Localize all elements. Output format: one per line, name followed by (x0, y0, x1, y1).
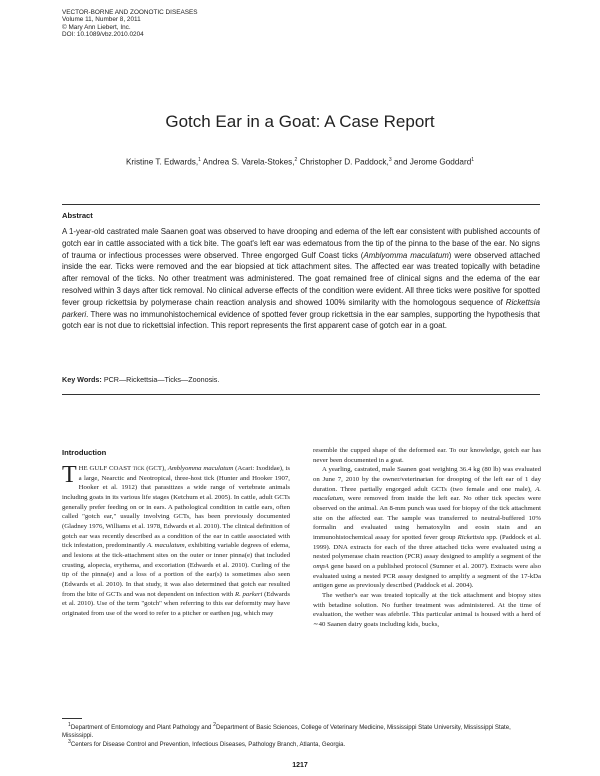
case-text-g: gene based on a published protocol (Sumner et al. 2007). Extracts were also evaluated using a nested PCR assay designed to amplify a segment of the 17-kDa antigen gene as previously described (Paddock et al. 2004). (313, 563, 541, 590)
case-rickettsia-genus: Rickettsia (457, 534, 485, 542)
case-text-e: spp. (Paddock et al. 1999). DNA extracts for each of the three attached ticks were evaluated using a nested polymerase chain reaction (PCR) assay designed to amplify a segment of the (313, 534, 541, 561)
author-3: Christopher D. Paddock, (299, 157, 389, 167)
case-text-a: A yearling, castrated, male Saanen goat weighing 36.4 kg (80 lb) was evaluated on June 7, 2010 by the owner/veterinarian for drooping of the left ear of 1 day duration. Three partially engorged adult GCTs (two female and one male), (313, 466, 541, 493)
author-list (0, 157, 600, 167)
intro-text-a: HE GULF COAST tick (GCT), (78, 465, 168, 472)
intro-species-abbrev: A. maculatum (147, 542, 185, 550)
case-text-c: , were removed from inside the left ear. No other tick species were observed on the animal. An 8-mm punch was used for biopsy of the tick attachment site on the affected ear. The sample was transferred to neutral-buffered 10% formalin and evaluated using hematoxylin and eosin stain and an immunohistochemical assay for spotted fever group (313, 495, 541, 542)
abstract-bottom-rule (62, 394, 540, 395)
intro-text-g: (Edwards et al. 2010). Use of the term "gotch" when referring to this ear deformity may have originated from use of the word to refer to a pitcher or earthen jug, which may (62, 590, 290, 618)
footnote-1: Department of Entomology and Plant Pathology and (70, 724, 214, 732)
footnote-3: Centers for Disease Control and Prevention, Infectious Diseases, Pathology Branch, Atlanta, Georgia. (70, 741, 346, 749)
intro-species-name: Amblyomma maculatum (167, 465, 234, 472)
author-1: Kristine T. Edwards, (125, 157, 199, 167)
footnote-2: Department of Basic Sciences, College of Veterinary Medicine, Mississippi State University, Mississippi State, Mississippi. (62, 724, 511, 739)
abstract-heading: Abstract (62, 211, 93, 220)
case-species-abbrev: A. maculatum (313, 485, 541, 503)
abstract-species-name: Amblyomma maculatum (363, 250, 449, 260)
author-2: Andrea S. Varela-Stokes, (202, 157, 295, 167)
journal-volume: Volume 11, Number 8, 2011 (62, 16, 141, 24)
intro-text-e: , exhibiting variable degrees of edema, and lesions at the tick-attachment sites on the outer or inner pinna(e) that included crusting, alopecia, erythema, and excoriation (Edwards et al. 2010). Curling of the tip of the pinna(e) and a loss of a portion of the ear(s) is sometimes also seen (Edwards et al. 2010). In that study, it was also determined that gotch ear resulted from the bite of GCTs and was not dependent on infection with (62, 542, 290, 598)
journal-doi: DOI: 10.1089/vbz.2010.0204 (62, 30, 144, 38)
abstract-part-3: . There was no immunohistochemical evidence of spotted fever group rickettsia in the ear samples, supporting the hypothesis that gotch ear is not due to rickettsial infection. This report represents the first apparent case of gotch ear in a goat. (62, 309, 540, 331)
keywords-label: Key Words: (62, 375, 102, 384)
introduction-heading: Introduction (62, 448, 107, 457)
intro-text-c: (Acari: Ixodidae), is a large, Nearctic and Neotropical, three-host tick (Hunter and Hooker 1907, Hooker et al. 1912) that parasitizes a wide range of vertebrate animals including goats in its various life stages (Ketchum et al. 2005). In cattle, adult GCTs generally prefer feeding on or in ears. A pathological condition in cattle ears, often called "gotch ear," usually involving GCTs, has been previously documented (Gladney 1976, Williams et al. 1978, Edwards et al. 2010). The clinical definition of gotch ear was recently described as a condition of the ear in cattle associated with tick infestation, predominantly (62, 465, 290, 550)
left-column (62, 464, 290, 619)
footnotes (62, 722, 540, 749)
page-number: 1217 (292, 762, 308, 769)
abstract-top-rule (62, 204, 540, 205)
journal-name: VECTOR-BORNE AND ZOONOTIC DISEASES (62, 9, 198, 16)
footnote-2-marker: 2 (213, 722, 216, 728)
abstract-part-2: ) were observed attached inside the ear. Ticks were removed and the ear biopsied at tick attachment sites. The affected ear was treated topically with betadine after removal of the ticks. No other treatment was administered. The goat remained free of clinical signs and the edema of the ear resolved within 3 days after tick removal. No clinical adverse effects of the condition were evident. All three ticks were positive for spotted fever group rickettsia by polymerase chain reaction analysis and showed 100% similarity with the homologous sequence of (62, 250, 540, 307)
right-para-1: resemble the cupped shape of the deformed ear. To our knowledge, gotch ear has never been documented in a goat. (313, 447, 541, 464)
right-para-3: The wether's ear was treated topically at the tick attachment and biopsy sites with betadine solution. No further treatment was administered. At the time of evaluation, the wether was afebrile. This particular animal is housed with a herd of ∼40 Saanen dairy goats including kids, bucks, (313, 592, 541, 629)
journal-header (62, 9, 198, 38)
right-para-2 (313, 465, 541, 591)
abstract-text (62, 226, 540, 332)
abstract-part-1: A 1-year-old castrated male Saanen goat was observed to have drooping and edema of the left ear consistent with published accounts of gotch ear in cattle associated with a tick bite. The goat's left ear was edematous from the tip of the pinna to the base of the ear. No signs of trauma or infectious processes were observed. Three engorged Gulf Coast ticks ( (62, 227, 540, 260)
drop-cap: T (62, 462, 77, 488)
author-4-affiliation: 1 (471, 157, 475, 163)
footnote-1-marker: 1 (68, 722, 71, 728)
right-column (313, 446, 541, 630)
author-1-affiliation: 1 (198, 157, 201, 163)
keywords (62, 375, 219, 384)
footnote-rule (62, 718, 82, 719)
abstract-rickettsia-name: Rickettsia parkeri (62, 297, 540, 319)
author-4: and Jerome Goddard (393, 157, 472, 167)
journal-copyright: © Mary Ann Liebert, Inc. (62, 23, 131, 31)
intro-rickettsia-name: R. parkeri (234, 590, 263, 598)
author-3-affiliation: 3 (388, 157, 392, 163)
footnote-3-marker: 3 (68, 739, 71, 746)
keywords-text: PCR—Rickettsia—Ticks—Zoonosis. (103, 375, 220, 384)
case-gene-name: ompA (313, 563, 329, 571)
author-2-affiliation: 2 (294, 157, 298, 163)
article-title: Gotch Ear in a Goat: A Case Report (165, 112, 435, 131)
